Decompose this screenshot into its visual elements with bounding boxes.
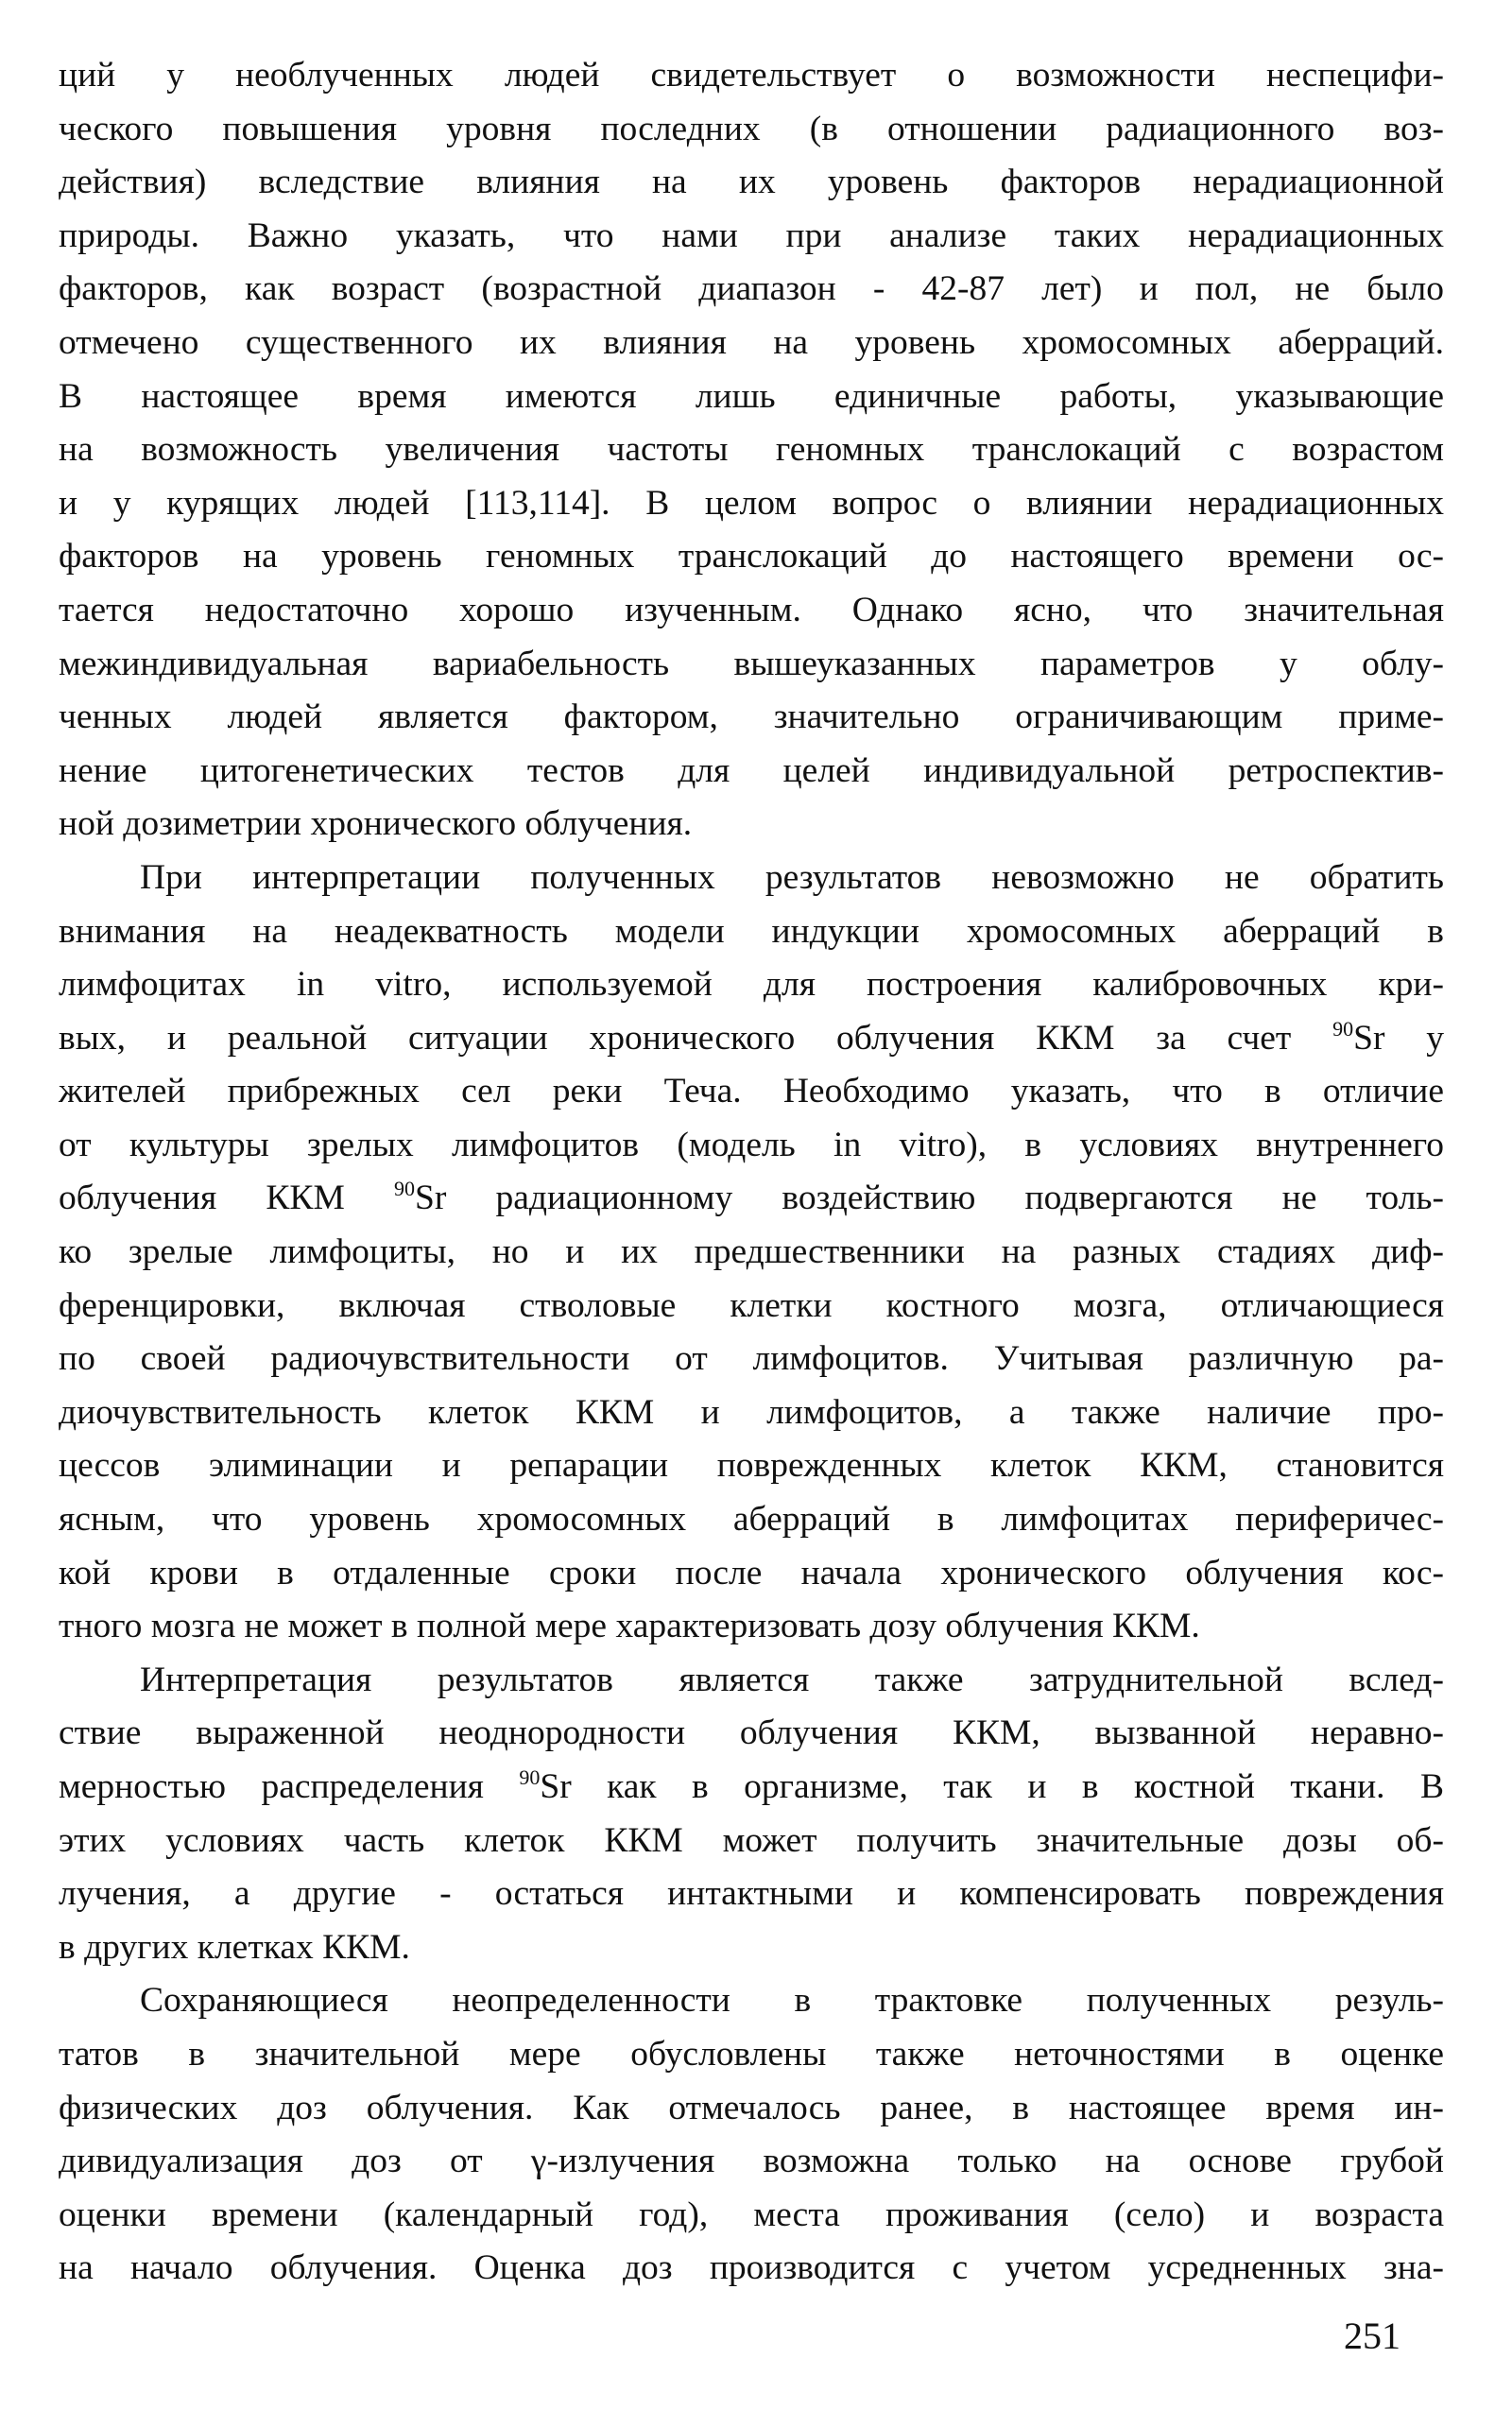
text-line: от культуры зрелых лимфоцитов (модель in vitro), в условиях внутреннего (59, 1125, 1444, 1164)
text-line: цессов элиминации и репарации поврежденных клеток ККМ, становится (59, 1446, 1444, 1486)
text-line: этих условиях часть клеток ККМ может получить значительные дозы об- (59, 1820, 1444, 1860)
text-line: внимания на неадекватность модели индукции хромосомных аберраций в (59, 911, 1444, 951)
page-number: 251 (1344, 2315, 1400, 2357)
text-run: Sr у (1353, 1018, 1444, 1058)
text-line: тного мозга не может в полной мере характеризовать дозу облучения ККМ. (59, 1607, 1200, 1646)
text-line: ференцировки, включая стволовые клетки костного мозга, отличающиеся (59, 1285, 1444, 1325)
text-line: факторов, как возраст (возрастной диапазон - 42-87 лет) и пол, не было (59, 269, 1444, 309)
text-line: Сохраняющиеся неопределенности в трактовке полученных резуль- (140, 1981, 1444, 2021)
text-line: в других клетках ККМ. (59, 1927, 410, 1967)
text-line: оценки времени (календарный год), места проживания (село) и возраста (59, 2195, 1444, 2234)
text-line: ствие выраженной неоднородности облучения ККМ, вызванной неравно- (59, 1713, 1444, 1753)
text-line: по своей радиочувствительности от лимфоцитов. Учитывая различную ра- (59, 1339, 1444, 1379)
paragraph (59, 1974, 1444, 2296)
document-page (59, 49, 1444, 2296)
text-line: физических доз облучения. Как отмечалось ранее, в настоящее время ин- (59, 2088, 1444, 2127)
text-line: факторов на уровень геномных транслокаций до настоящего времени ос- (59, 537, 1444, 577)
paragraph (59, 852, 1444, 1654)
text-line: нение цитогенетических тестов для целей индивидуальной ретроспектив- (59, 750, 1444, 790)
isotope-superscript: 90 (1332, 1016, 1354, 1041)
text-line (59, 1012, 1444, 1066)
text-line: дивидуализация доз от γ-излучения возможна только на основе грубой (59, 2142, 1444, 2181)
text-line: Интерпретация результатов является также затруднительной вслед- (140, 1660, 1444, 1699)
text-run: Sr радиационному воздействию подвергаются не толь- (414, 1179, 1444, 1218)
text-line: ной дозиметрии хронического облучения. (59, 804, 693, 844)
text-line: ций у необлученных людей свидетельствует о возможности неспецифи- (59, 56, 1444, 95)
text-line (59, 1172, 1444, 1226)
text-run: мерностью распределения (59, 1767, 520, 1806)
text-line: межиндивидуальная вариабельность вышеуказанных параметров у облу- (59, 644, 1444, 683)
text-line: кой крови в отдаленные сроки после начала хронического облучения кос- (59, 1553, 1444, 1592)
paragraph (59, 49, 1444, 852)
isotope-superscript: 90 (393, 1177, 415, 1201)
paragraph (59, 1654, 1444, 1975)
text-line: природы. Важно указать, что нами при анализе таких нерадиационных (59, 215, 1444, 255)
text-line: и у курящих людей [113,114]. В целом вопрос о влиянии нерадиационных (59, 483, 1444, 523)
text-run: Sr как в организме, так и в костной ткани. В (540, 1767, 1444, 1806)
text-line: татов в значительной мере обусловлены также неточностями в оценке (59, 2034, 1444, 2074)
text-line: ко зрелые лимфоциты, но и их предшественники на разных стадиях диф- (59, 1232, 1444, 1272)
text-run: вых, и реальной ситуации хронического облучения ККМ за счет (59, 1018, 1333, 1058)
text-line: ческого повышения уровня последних (в отношении радиационного воз- (59, 109, 1444, 148)
text-line: действия) вследствие влияния на их уровень факторов нерадиационной (59, 163, 1444, 202)
text-line: диочувствительность клеток ККМ и лимфоцитов, а также наличие про- (59, 1392, 1444, 1432)
text-line: В настоящее время имеются лишь единичные работы, указывающие (59, 376, 1444, 416)
text-line: на возможность увеличения частоты геномных транслокаций с возрастом (59, 430, 1444, 470)
text-line: ясным, что уровень хромосомных аберраций в лимфоцитах периферичес- (59, 1500, 1444, 1540)
text-run: облучения ККМ (59, 1179, 394, 1218)
isotope-superscript: 90 (519, 1765, 541, 1789)
text-line: При интерпретации полученных результатов невозможно не обратить (140, 857, 1444, 897)
text-line: лучения, а другие - остаться интактными и компенсировать повреждения (59, 1874, 1444, 1914)
text-line: на начало облучения. Оценка доз производится с учетом усредненных зна- (59, 2248, 1444, 2288)
text-line: лимфоцитах in vitro, используемой для построения калибровочных кри- (59, 965, 1444, 1005)
text-line: жителей прибрежных сел реки Теча. Необходимо указать, что в отличие (59, 1072, 1444, 1111)
text-line: ченных людей является фактором, значительно ограничивающим приме- (59, 697, 1444, 737)
text-line (59, 1761, 1444, 1815)
text-line: отмечено существенного их влияния на уровень хромосомных аберраций. (59, 322, 1444, 362)
text-line: тается недостаточно хорошо изученным. Однако ясно, что значительная (59, 590, 1444, 629)
